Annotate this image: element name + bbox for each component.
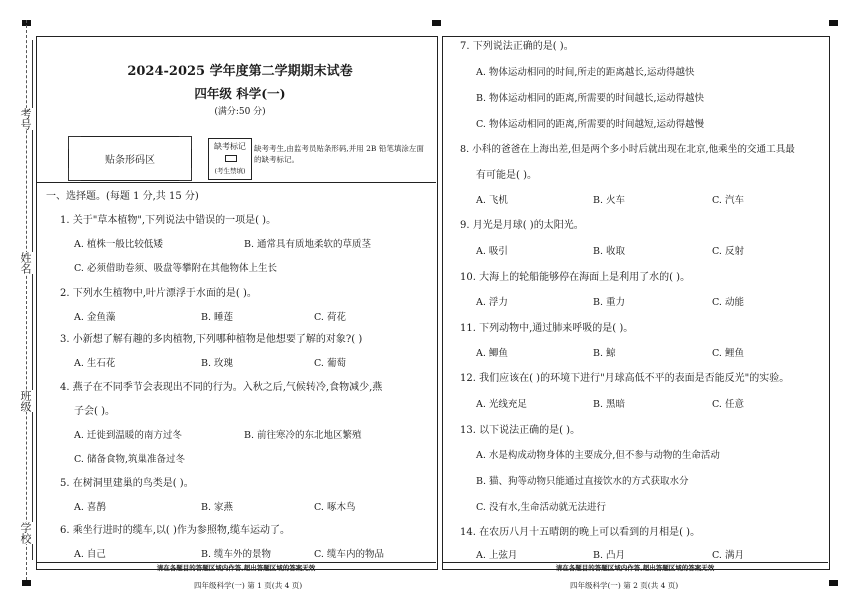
registration-mark: [432, 20, 441, 26]
exam-subtitle: 四年级 科学(一): [194, 86, 286, 101]
question-9-option-a[interactable]: A. 吸引: [476, 246, 508, 257]
question-14-option-b[interactable]: B. 凸月: [593, 550, 626, 561]
barcode-label: 贴条形码区: [105, 155, 155, 166]
absent-mark-title: 缺考标记: [214, 142, 246, 151]
question-3: 3. 小新想了解有趣的多肉植物,下列哪种植物是他想要了解的对象?( ): [60, 334, 363, 345]
registration-mark: [829, 580, 838, 586]
question-6-option-a[interactable]: A. 自己: [74, 549, 106, 560]
question-13: 13. 以下说法正确的是( )。: [460, 425, 581, 436]
question-14: 14. 在农历八月十五晴朗的晚上可以看到的月相是( )。: [460, 527, 701, 538]
question-10-option-a[interactable]: A. 浮力: [476, 297, 508, 308]
question-4-cont: 子会( )。: [74, 406, 115, 417]
question-6-option-c[interactable]: C. 缆车内的物品: [314, 549, 384, 560]
question-8-option-c[interactable]: C. 汽车: [712, 195, 744, 206]
question-1-option-c[interactable]: C. 必须借助卷须、吸盘等攀附在其他物体上生长: [74, 263, 277, 274]
section-heading: 一、选择题。(每题 1 分,共 15 分): [46, 191, 199, 202]
label-school: 学校: [12, 522, 38, 544]
question-13-option-a[interactable]: A. 水是构成动物身体的主要成分,但不参与动物的生命活动: [476, 450, 720, 461]
question-5-option-a[interactable]: A. 喜鹊: [74, 502, 106, 513]
question-11-option-c[interactable]: C. 鲤鱼: [712, 348, 744, 359]
question-7-option-c[interactable]: C. 物体运动相同的距离,所需要的时间越短,运动得越慢: [476, 119, 705, 130]
question-3-option-c[interactable]: C. 葡萄: [314, 358, 346, 369]
question-5: 5. 在树洞里建巢的鸟类是( )。: [60, 478, 194, 489]
barcode-area: [68, 136, 192, 181]
question-3-option-a[interactable]: A. 生石花: [74, 358, 116, 369]
question-12-option-b[interactable]: B. 黑暗: [593, 399, 626, 410]
corner-mark: [179, 168, 192, 181]
absent-mark-box: [208, 138, 252, 180]
question-5-option-c[interactable]: C. 啄木鸟: [314, 502, 356, 513]
corner-mark: [179, 136, 192, 149]
question-1: 1. 关于"草本植物",下列说法中错误的一项是( )。: [60, 215, 277, 226]
corner-mark: [68, 136, 81, 149]
question-4-option-b[interactable]: B. 前往寒冷的东北地区繁殖: [244, 430, 362, 441]
question-1-option-a[interactable]: A. 植株一般比较低矮: [74, 239, 163, 250]
question-2: 2. 下列水生植物中,叶片漂浮于水面的是( )。: [60, 288, 257, 299]
question-11-option-b[interactable]: B. 鲸: [593, 348, 616, 359]
absent-mark-note: (考生禁填): [214, 167, 246, 175]
question-5-option-b[interactable]: B. 家燕: [201, 502, 234, 513]
question-9: 9. 月光是月球( )的太阳光。: [460, 220, 584, 231]
question-6: 6. 乘坐行进时的缆车,以( )作为参照物,缆车运动了。: [60, 525, 291, 536]
binding-line: [26, 20, 27, 580]
question-13-option-c[interactable]: C. 没有水,生命活动就无法进行: [476, 502, 606, 513]
question-8-cont: 有可能是( )。: [476, 170, 537, 181]
question-6-option-b[interactable]: B. 缆车外的景物: [201, 549, 272, 560]
question-8: 8. 小科的爸爸在上海出差,但是两个多小时后就出现在北京,他乘坐的交通工具最: [460, 144, 795, 155]
question-2-option-c[interactable]: C. 荷花: [314, 312, 346, 323]
exam-title: 2024-2025 学年度第二学期期末试卷: [127, 64, 353, 79]
corner-mark: [68, 168, 81, 181]
answer-area-notice: 请在各题目的答题区域内作答,超出答题区域的答案无效: [36, 562, 436, 573]
page-1-footer: 四年级科学(一) 第 1 页(共 4 页): [194, 581, 303, 590]
question-8-option-b[interactable]: B. 火车: [593, 195, 626, 206]
question-7-option-a[interactable]: A. 物体运动相同的时间,所走的距离越长,运动得越快: [476, 67, 695, 78]
question-13-option-b[interactable]: B. 猫、狗等动物只能通过直接饮水的方式获取水分: [476, 476, 689, 487]
label-class: 班级: [12, 390, 38, 412]
absent-instructions: 缺考考生,由监考员贴条形码,并用 2B 铅笔填涂左面的缺考标记。: [254, 144, 424, 164]
question-12-option-a[interactable]: A. 光线充足: [476, 399, 527, 410]
registration-mark: [829, 20, 838, 26]
question-12: 12. 我们应该在( )的环境下进行"月球高低不平的表面是否能反光"的实验。: [460, 373, 790, 384]
label-name: 姓名: [12, 252, 38, 274]
question-9-option-b[interactable]: B. 收取: [593, 246, 626, 257]
question-1-option-b[interactable]: B. 通常具有质地柔软的草质茎: [244, 239, 372, 250]
section-divider: [36, 182, 436, 183]
question-14-option-a[interactable]: A. 上弦月: [476, 550, 518, 561]
question-12-option-c[interactable]: C. 任意: [712, 399, 744, 410]
registration-mark: [22, 580, 31, 586]
question-9-option-c[interactable]: C. 反射: [712, 246, 744, 257]
question-11-option-a[interactable]: A. 鲫鱼: [476, 348, 508, 359]
question-4: 4. 燕子在不同季节会表现出不同的行为。入秋之后,气候转冷,食物减少,燕: [60, 382, 383, 393]
question-10-option-c[interactable]: C. 动能: [712, 297, 744, 308]
question-2-option-b[interactable]: B. 睡莲: [201, 312, 234, 323]
label-exam-number: 考号: [12, 108, 38, 130]
answer-area-notice: 请在各题目的答题区域内作答,超出答题区域的答案无效: [442, 562, 828, 573]
absent-checkbox[interactable]: [225, 155, 237, 162]
question-8-option-a[interactable]: A. 飞机: [476, 195, 508, 206]
question-4-option-c[interactable]: C. 储备食物,筑巢准备过冬: [74, 454, 185, 465]
question-7-option-b[interactable]: B. 物体运动相同的距离,所需要的时间越长,运动得越快: [476, 93, 705, 104]
question-3-option-b[interactable]: B. 玫瑰: [201, 358, 234, 369]
question-10: 10. 大海上的轮船能够停在海面上是利用了水的( )。: [460, 272, 691, 283]
page-2-footer: 四年级科学(一) 第 2 页(共 4 页): [570, 581, 679, 590]
full-score: (满分:50 分): [214, 107, 266, 117]
question-11: 11. 下列动物中,通过肺来呼吸的是( )。: [460, 323, 634, 334]
question-14-option-c[interactable]: C. 满月: [712, 550, 744, 561]
question-7: 7. 下列说法正确的是( )。: [460, 41, 574, 52]
question-4-option-a[interactable]: A. 迁徙到温暖的南方过冬: [74, 430, 182, 441]
question-2-option-a[interactable]: A. 金鱼藻: [74, 312, 116, 323]
question-10-option-b[interactable]: B. 重力: [593, 297, 626, 308]
